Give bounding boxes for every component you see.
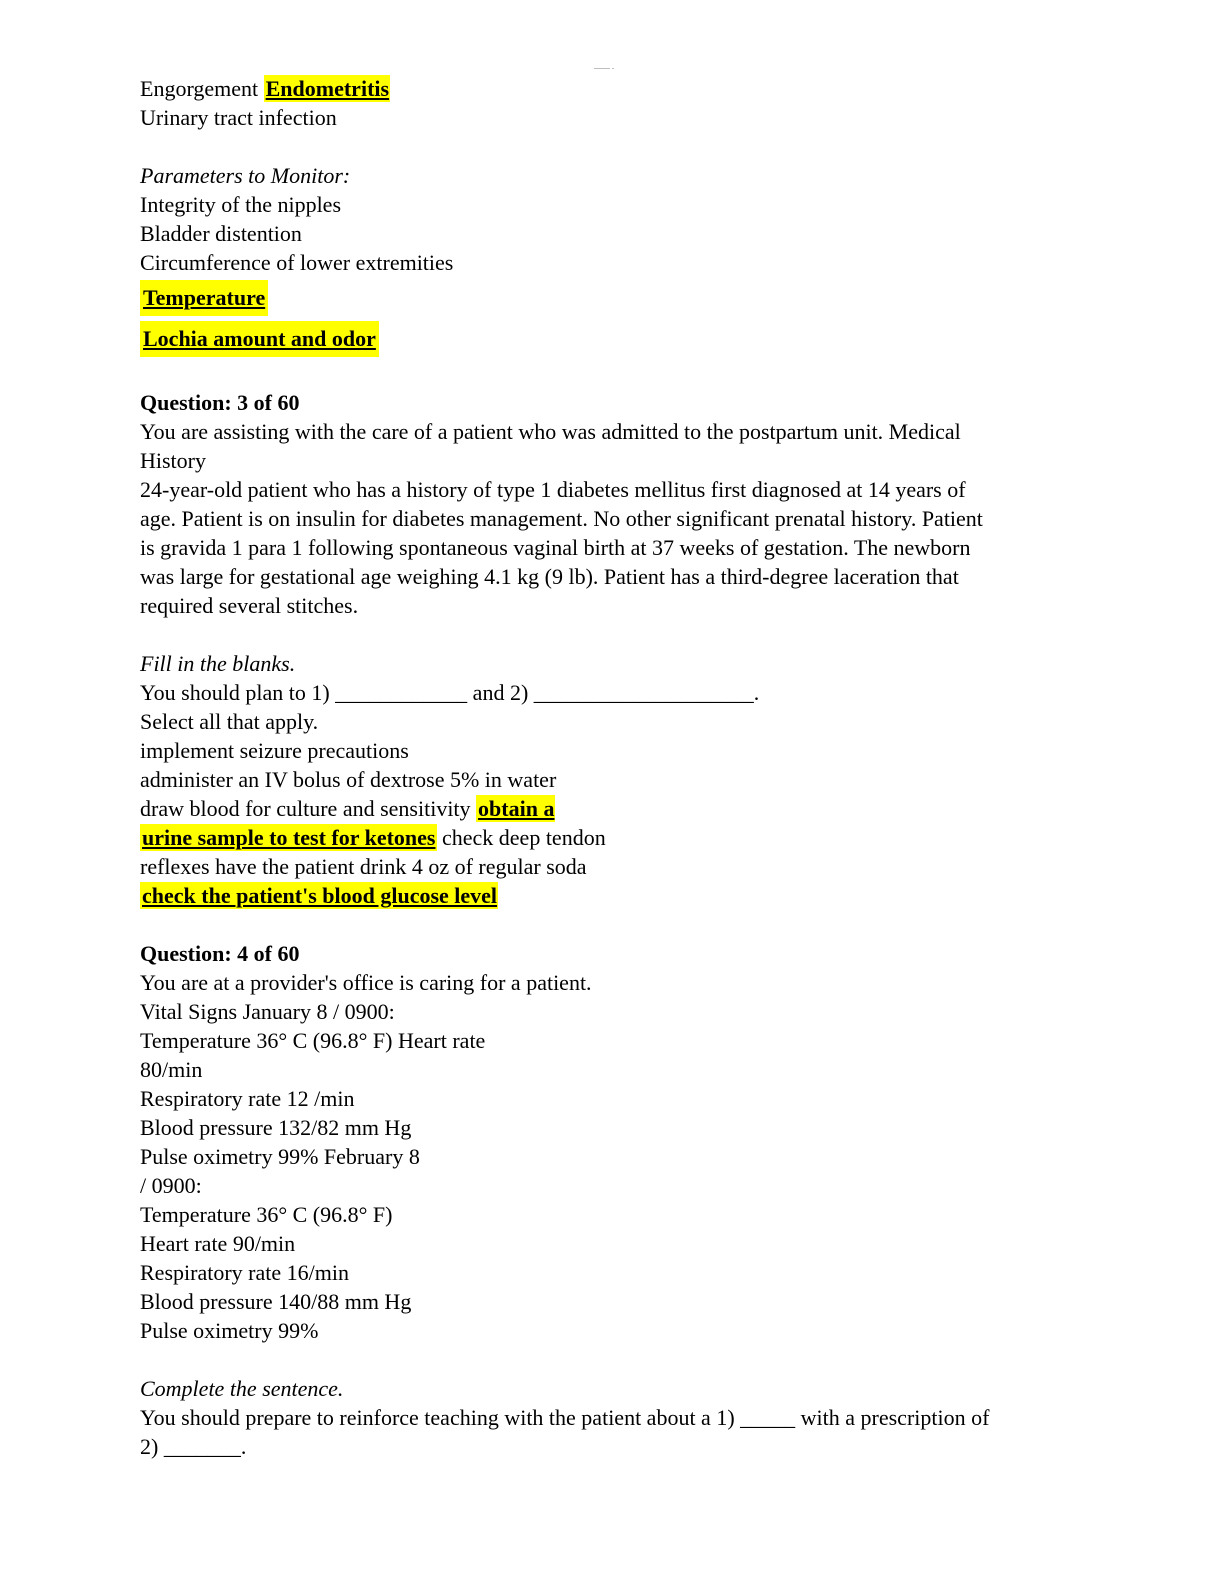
question-3-option-text: reflexes have the patient drink 4 oz of regular soda (140, 854, 587, 879)
option-answer-highlight: check the patient's blood glucose level (142, 883, 498, 908)
question-3-intro: History (140, 448, 206, 473)
question-4-heading: Question: 4 of 60 (140, 941, 300, 966)
spacer (140, 1345, 1080, 1374)
question-3-select-all: Select all that apply. (140, 709, 319, 734)
header-mark: ........ . (594, 62, 614, 71)
parameter-highlight-row (140, 277, 1080, 318)
question-4-instruction: Complete the sentence. (140, 1376, 344, 1401)
parameter-highlight-row (140, 318, 1080, 359)
option-answer-highlight: urine sample to test for ketones (142, 825, 436, 850)
option-answer-highlight: obtain a (478, 796, 555, 821)
question-3-prompt: You should plan to 1) ____________ and 2) ____________________. (140, 680, 760, 705)
question-4-line: / 0900: (140, 1173, 202, 1198)
question-4-line: Vital Signs January 8 / 0900: (140, 999, 395, 1024)
question-4-line: Blood pressure 140/88 mm Hg (140, 1289, 412, 1314)
question-3-history: 24-year-old patient who has a history of type 1 diabetes mellitus first diagnosed at 14 years of (140, 477, 966, 502)
parameter-temperature-highlight: Temperature (140, 280, 268, 316)
question-4-line: Pulse oximetry 99% (140, 1318, 319, 1343)
document-content (140, 74, 1080, 1461)
question-3-option-text: administer an IV bolus of dextrose 5% in water (140, 767, 557, 792)
question-4-line: Respiratory rate 12 /min (140, 1086, 355, 1111)
spacer (140, 132, 1080, 161)
question-4-line: Heart rate 90/min (140, 1231, 296, 1256)
complication-line-2: Urinary tract infection (140, 105, 337, 130)
question-3-history: age. Patient is on insulin for diabetes management. No other significant prenatal history. Patient (140, 506, 983, 531)
question-4-line: Blood pressure 132/82 mm Hg (140, 1115, 412, 1140)
parameter-item: Circumference of lower extremities (140, 250, 454, 275)
question-3-option-text (140, 823, 1080, 852)
question-3-history: was large for gestational age weighing 4.1 kg (9 lb). Patient has a third-degree laceration that (140, 564, 959, 589)
question-3-history: required several stitches. (140, 593, 359, 618)
parameters-heading: Parameters to Monitor: (140, 163, 351, 188)
question-3-history: is gravida 1 para 1 following spontaneous vaginal birth at 37 weeks of gestation. The newborn (140, 535, 971, 560)
spacer (140, 910, 1080, 939)
question-3-instruction: Fill in the blanks. (140, 651, 296, 676)
parameter-item: Integrity of the nipples (140, 192, 342, 217)
question-3-intro: You are assisting with the care of a patient who was admitted to the postpartum unit. Medical (140, 419, 961, 444)
complication-line-1 (140, 74, 1080, 103)
question-3-option-text (140, 794, 1080, 823)
complication-engorgement: Engorgement (140, 76, 264, 101)
question-4-line: Pulse oximetry 99% February 8 (140, 1144, 420, 1169)
parameter-lochia-highlight: Lochia amount and odor (140, 321, 379, 357)
option-plain-text: draw blood for culture and sensitivity (140, 796, 477, 821)
question-4-prompt: You should prepare to reinforce teaching with the patient about a 1) _____ with a prescription of (140, 1405, 990, 1430)
question-4-line: 80/min (140, 1057, 203, 1082)
question-3-heading: Question: 3 of 60 (140, 390, 300, 415)
question-4-line: You are at a provider's office is caring for a patient. (140, 970, 592, 995)
question-3-option-text (140, 881, 1080, 910)
question-4-prompt: 2) _______. (140, 1434, 247, 1459)
question-4-line: Temperature 36° C (96.8° F) Heart rate (140, 1028, 486, 1053)
question-3-option-text: implement seizure precautions (140, 738, 409, 763)
complication-endometritis-highlight: Endometritis (265, 76, 390, 101)
spacer (140, 620, 1080, 649)
spacer (140, 359, 1080, 388)
parameter-item: Bladder distention (140, 221, 302, 246)
question-4-line: Respiratory rate 16/min (140, 1260, 349, 1285)
question-4-line: Temperature 36° C (96.8° F) (140, 1202, 393, 1227)
option-plain-text: check deep tendon (436, 825, 606, 850)
